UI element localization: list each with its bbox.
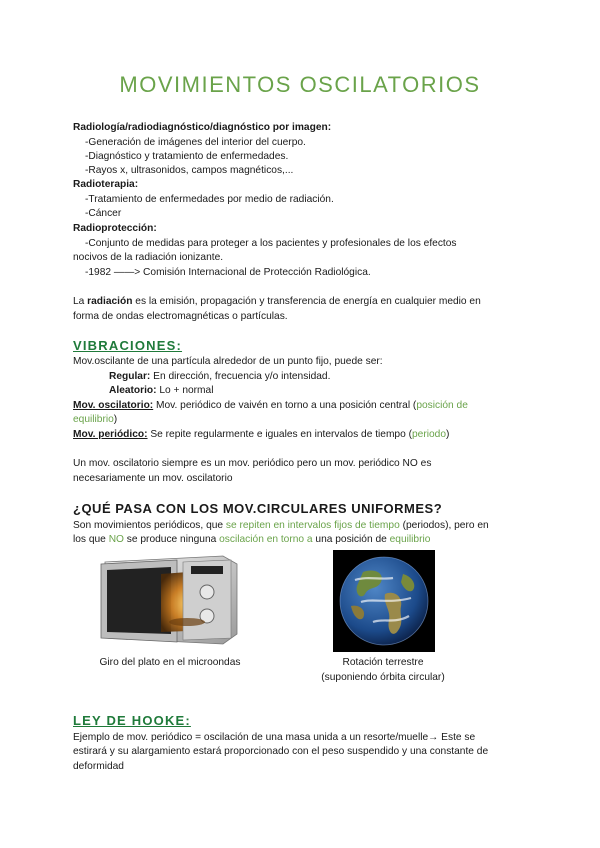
circulares-line2: los que NO se produce ninguna oscilación en torno a una posición de equilibrio	[73, 534, 431, 545]
list-item: -Diagnóstico y tratamiento de enfermedades.	[85, 151, 289, 162]
radiacion-paragraph: La radiación es la emisión, propagación y transferencia de energía en cualquier medio en	[73, 296, 481, 307]
vibraciones-heading: VIBRACIONES:	[73, 338, 183, 353]
hooke-line: estirará y su alargamiento estará proporcionado con el peso suspendido y una constante de	[73, 746, 489, 757]
circulares-line1: Son movimientos periódicos, que se repiten en intervalos fijos de tiempo (periodos), pero en	[73, 520, 489, 531]
mov-oscilatorio-definition-line2: equilibrio)	[73, 414, 118, 425]
list-item: -Conjunto de medidas para proteger a los pacientes y profesionales de los efectos	[85, 238, 457, 249]
list-item: -Rayos x, ultrasonidos, campos magnéticos,...	[85, 165, 294, 176]
regular-item: Regular: En dirección, frecuencia y/o intensidad.	[109, 371, 331, 382]
list-item: nocivos de la radiación ionizante.	[73, 252, 224, 263]
microwave-image	[95, 552, 240, 652]
hooke-line: Ejemplo de mov. periódico = oscilación de una masa unida a un resorte/muelle→ Este se	[73, 732, 476, 743]
earth-caption-line2: (suponiendo órbita circular)	[321, 672, 445, 683]
list-item: -1982 ——> Comisión Internacional de Protección Radiológica.	[85, 267, 371, 278]
vibraciones-intro: Mov.oscilante de una partícula alrededor de un punto fijo, puede ser:	[73, 356, 383, 367]
circulares-heading: ¿QUÉ PASA CON LOS MOV.CIRCULARES UNIFORMES?	[73, 501, 443, 516]
radiacion-paragraph-line2: forma de ondas electromagnéticas o partículas.	[73, 311, 288, 322]
list-item: -Tratamiento de enfermedades por medio de radiación.	[85, 194, 334, 205]
earth-caption: Rotación terrestre	[342, 657, 424, 668]
radioproteccion-heading: Radioprotección:	[73, 223, 157, 234]
radioterapia-heading: Radioterapia:	[73, 179, 139, 190]
note-line: Un mov. oscilatorio siempre es un mov. periódico pero un mov. periódico NO es	[73, 458, 432, 469]
earth-image	[333, 550, 435, 652]
microwave-caption: Giro del plato en el microondas	[99, 657, 241, 668]
mov-oscilatorio-definition: Mov. oscilatorio: Mov. periódico de vaivén en torno a una posición central (posición de	[73, 400, 468, 411]
list-item: -Cáncer	[85, 208, 122, 219]
page-title: MOVIMIENTOS OSCILATORIOS	[119, 72, 481, 97]
list-item: -Generación de imágenes del interior del cuerpo.	[85, 137, 306, 148]
note-line: necesariamente un mov. oscilatorio	[73, 473, 233, 484]
hooke-heading: LEY DE HOOKE:	[73, 713, 191, 728]
mov-periodico-definition: Mov. periódico: Se repite regularmente e iguales en intervalos de tiempo (periodo)	[73, 429, 450, 440]
hooke-line: deformidad	[73, 761, 124, 772]
radiologia-heading: Radiología/radiodiagnóstico/diagnóstico por imagen:	[73, 122, 332, 133]
aleatorio-item: Aleatorio: Lo + normal	[109, 385, 214, 396]
